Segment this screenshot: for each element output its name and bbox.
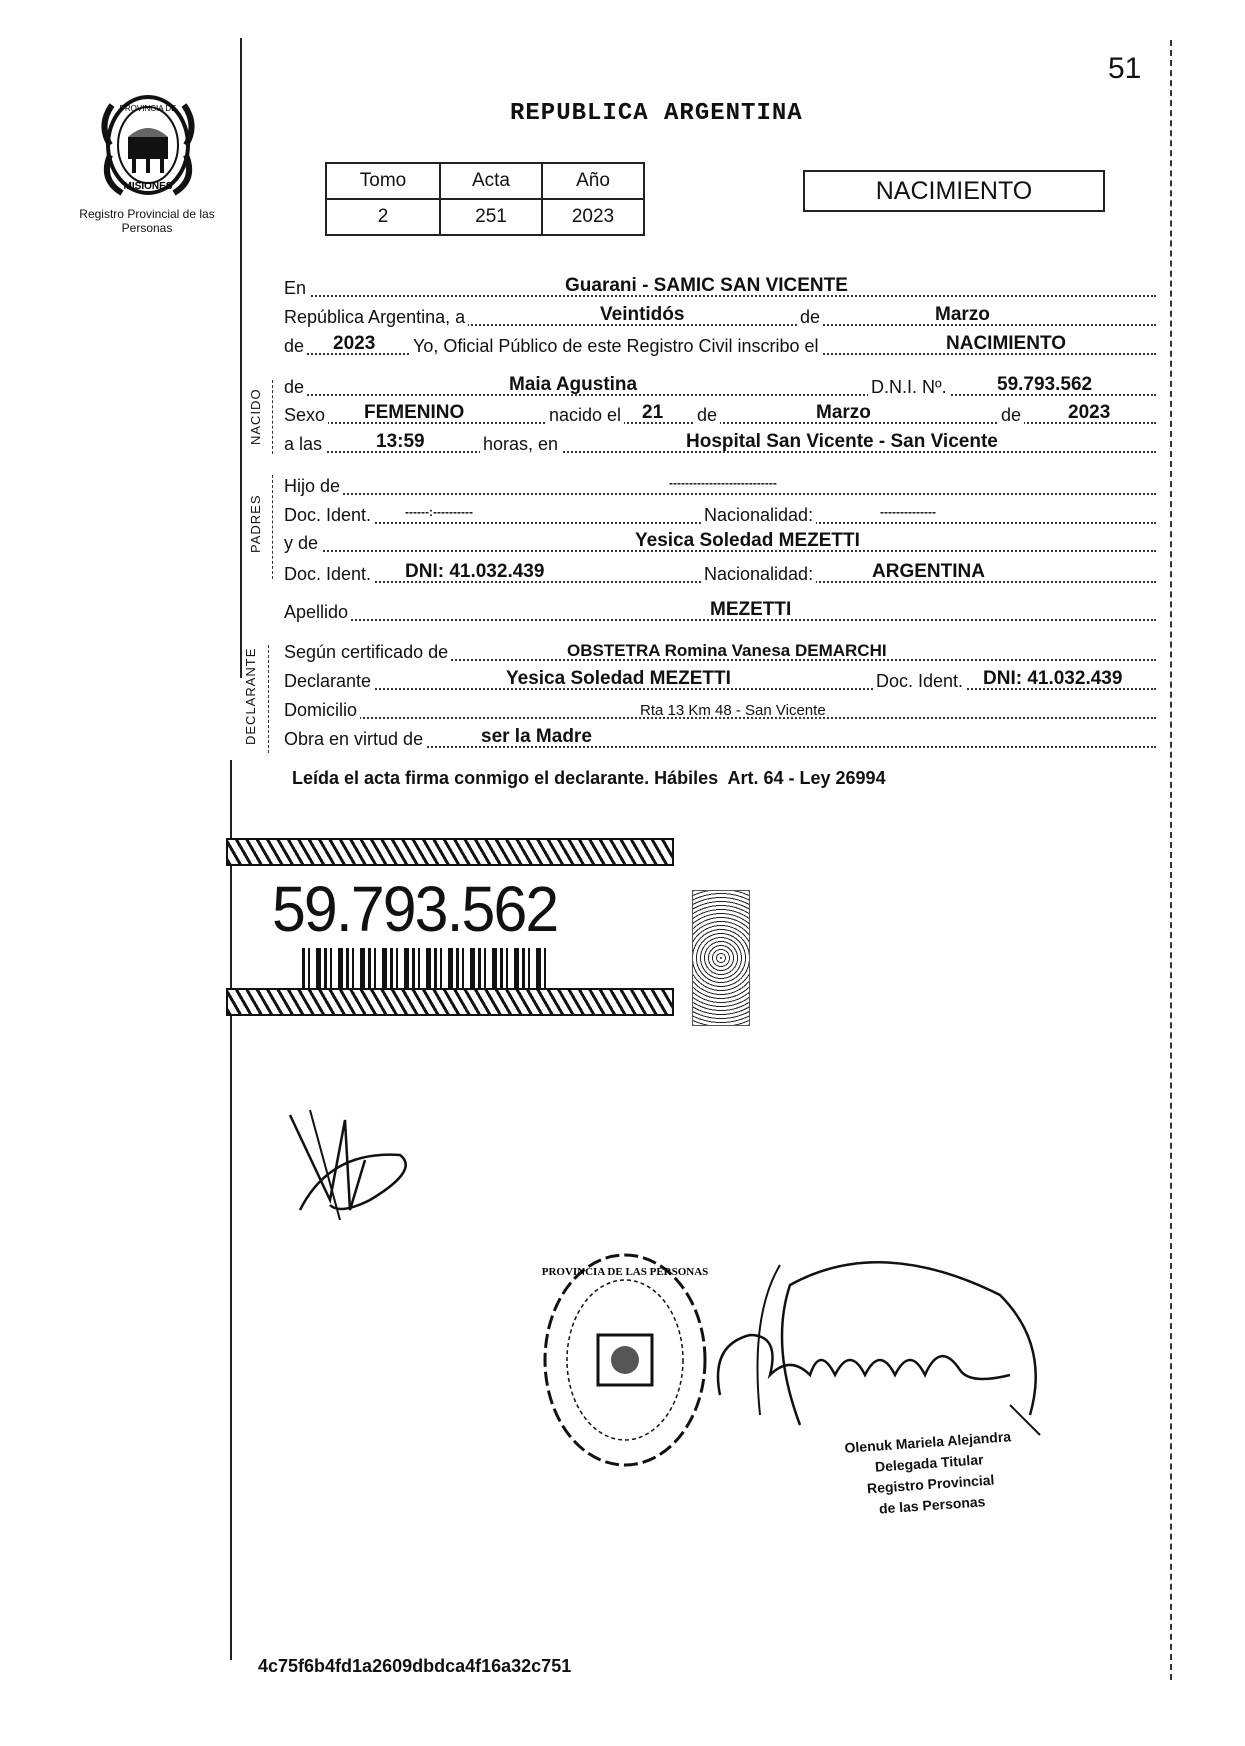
- row-hijo: [284, 474, 1156, 498]
- doc-ident-label: Doc. Ident.: [284, 505, 374, 526]
- apellido-value: MEZETTI: [710, 599, 792, 620]
- mes-value: Marzo: [935, 304, 990, 325]
- republica-label: República Argentina, a: [284, 307, 468, 328]
- row-hora: [284, 432, 1156, 456]
- en-label: En: [284, 278, 309, 299]
- lugar-value: Hospital San Vicente - San Vicente: [686, 431, 998, 452]
- domicilio-label: Domicilio: [284, 700, 360, 721]
- de-label-4: de: [694, 405, 720, 426]
- row-doc2: [284, 562, 1156, 586]
- oficial-text: Yo, Oficial Público de este Registro Civil inscribo el: [410, 336, 822, 357]
- logo-bottom-text: MISIONES: [123, 181, 173, 192]
- record-table: [325, 162, 645, 236]
- logo-caption: Registro Provincial de las Personas: [79, 207, 215, 235]
- a-las-label: a las: [284, 434, 325, 455]
- segun-label: Según certificado de: [284, 642, 451, 663]
- nac-dia: 21: [642, 402, 664, 423]
- doc-ident-label-2: Doc. Ident.: [284, 564, 374, 585]
- security-pattern-top: [226, 838, 674, 866]
- anio-value: 2023: [333, 333, 376, 354]
- header-tomo: Tomo: [326, 163, 440, 199]
- row-domicilio: [284, 698, 1156, 722]
- decl-doc-value: DNI: 41.032.439: [983, 668, 1123, 689]
- declarante-label: Declarante: [284, 671, 374, 692]
- nac-anio: 2023: [1068, 402, 1111, 423]
- section-declarante-bracket: [268, 645, 269, 753]
- nombre-value: Maia Agustina: [509, 374, 638, 395]
- doc1-value: ------:----------: [405, 505, 473, 519]
- hora-value: 13:59: [376, 431, 425, 452]
- page-title: REPUBLICA ARGENTINA: [510, 100, 803, 127]
- row-certificado: [284, 640, 1156, 664]
- row-declarante: [284, 669, 1156, 693]
- obra-value: ser la Madre: [481, 726, 592, 747]
- hijo-value: ---------------------------: [669, 476, 777, 490]
- madre-value: Yesica Soledad MEZETTI: [635, 530, 860, 551]
- official-block: [797, 1423, 1062, 1525]
- section-nacido-label: NACIDO: [248, 388, 263, 445]
- row-ymadre: [284, 531, 1156, 555]
- header-anio: Año: [542, 163, 644, 199]
- header-acta: Acta: [440, 163, 542, 199]
- hologram-icon: [692, 890, 750, 1026]
- record-type-box: NACIMIENTO: [803, 170, 1105, 212]
- province-logo: [88, 85, 208, 205]
- nac1-value: --------------: [880, 505, 936, 519]
- row-republica: [284, 305, 1156, 329]
- row-nombre: [284, 375, 1156, 399]
- value-tomo: 2: [326, 199, 440, 235]
- seal-text: PROVINCIA DE LAS PERSONAS: [541, 1266, 709, 1278]
- domicilio-value: Rta 13 Km 48 - San Vicente: [640, 702, 826, 719]
- row-oficial: [284, 334, 1156, 358]
- hijo-label: Hijo de: [284, 476, 343, 497]
- row-sexo: [284, 403, 1156, 427]
- section-padres-bracket: [272, 475, 273, 579]
- de-label-2: de: [284, 336, 307, 357]
- left-margin-line: [240, 38, 242, 678]
- legal-footer-text: Leída el acta firma conmigo el declarante. Hábiles Art. 64 - Ley 26994: [292, 768, 886, 788]
- official-name: Olenuk Mariela Alejandra: [844, 1428, 1012, 1456]
- page-number: 51: [1108, 52, 1142, 85]
- dni-label: D.N.I. Nº.: [868, 377, 950, 398]
- value-acta: 251: [440, 199, 542, 235]
- sexo-label: Sexo: [284, 405, 328, 426]
- de-label-3: de: [284, 377, 307, 398]
- official-title: Delegada Titular: [874, 1451, 984, 1475]
- nac2-value: ARGENTINA: [872, 561, 985, 582]
- declarant-signature: [270, 1100, 420, 1230]
- nacionalidad-label-2: Nacionalidad:: [701, 564, 816, 585]
- dni-value: 59.793.562: [997, 374, 1093, 395]
- doc2-value: DNI: 41.032.439: [405, 561, 545, 582]
- doc-ident-label-3: Doc. Ident.: [873, 671, 966, 692]
- section-declarante-label: DECLARANTE: [243, 647, 258, 745]
- nacionalidad-label: Nacionalidad:: [701, 505, 816, 526]
- dotted-line: [284, 493, 1156, 495]
- value-anio: 2023: [542, 199, 644, 235]
- security-pattern-bottom: [226, 988, 674, 1016]
- official-org1: Registro Provincial: [866, 1471, 995, 1497]
- row-en: [284, 276, 1156, 300]
- row-doc1: [284, 503, 1156, 527]
- de-label-5: de: [998, 405, 1024, 426]
- inscribo-value: NACIMIENTO: [946, 333, 1066, 354]
- declarante-value: Yesica Soledad MEZETTI: [506, 668, 731, 689]
- right-margin-line: [1170, 40, 1172, 1680]
- logo-top-text: PROVINCIA DE: [119, 104, 177, 113]
- left-margin-line-lower: [230, 760, 232, 1660]
- row-apellido: [284, 600, 1156, 624]
- nacido-label: nacido el: [546, 405, 624, 426]
- nac-mes: Marzo: [816, 402, 871, 423]
- barcode: [302, 948, 546, 988]
- section-nacido-bracket: [272, 380, 273, 454]
- horas-en-label: horas, en: [480, 434, 561, 455]
- de-label: de: [797, 307, 823, 328]
- sexo-value: FEMENINO: [364, 402, 465, 423]
- en-value: Guarani - SAMIC SAN VICENTE: [565, 275, 848, 296]
- certificado-value: OBSTETRA Romina Vanesa DEMARCHI: [567, 641, 887, 660]
- obra-label: Obra en virtud de: [284, 729, 426, 750]
- official-org2: de las Personas: [878, 1493, 986, 1517]
- official-signature: [710, 1225, 1080, 1445]
- dia-value: Veintidós: [600, 304, 685, 325]
- section-padres-label: PADRES: [248, 494, 263, 553]
- document-hash: 4c75f6b4fd1a2609dbdca4f16a32c751: [258, 1656, 572, 1676]
- row-obra: [284, 727, 1156, 751]
- yde-label: y de: [284, 533, 321, 554]
- stamp-number: 59.793.562: [272, 873, 558, 945]
- official-seal: [535, 1245, 715, 1475]
- apellido-label: Apellido: [284, 602, 351, 623]
